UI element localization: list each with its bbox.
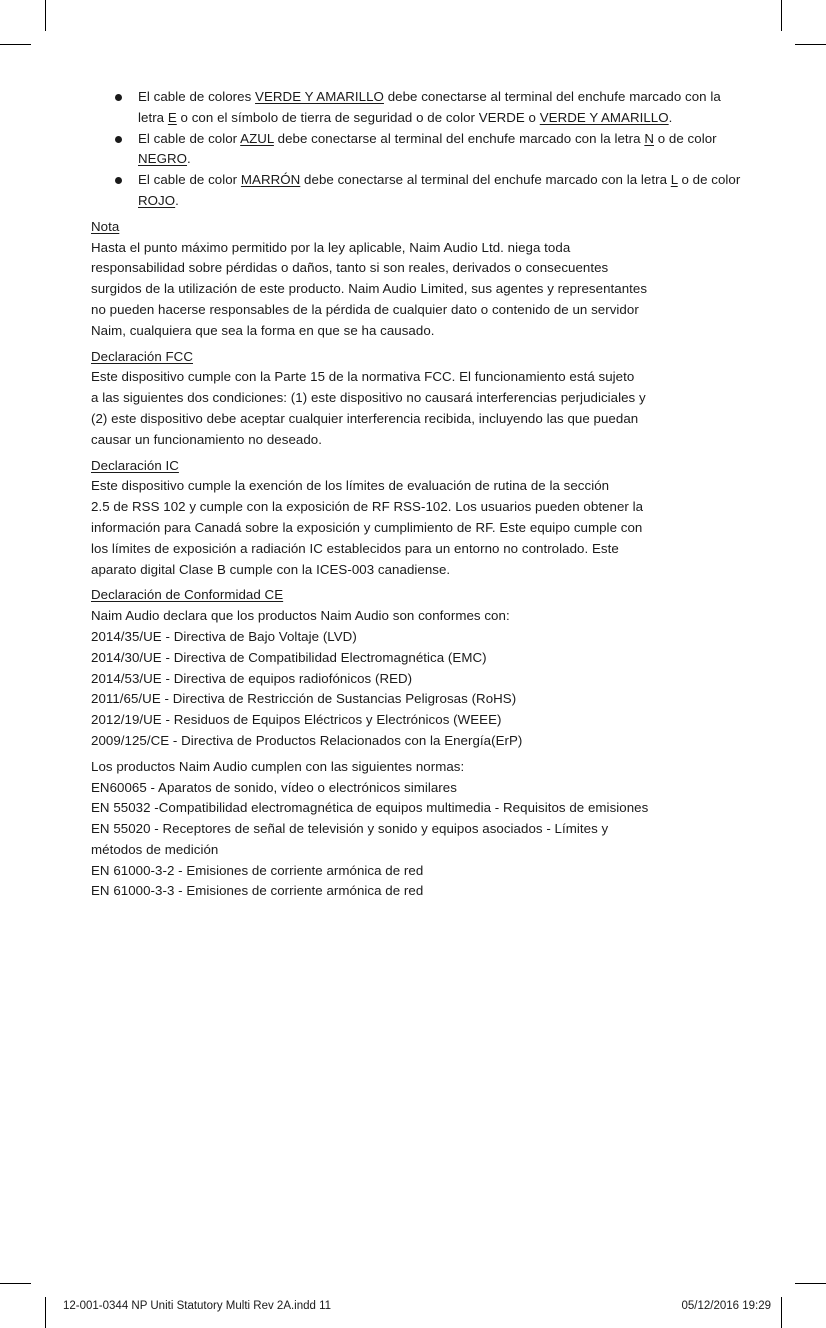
- text-run: o de color: [677, 172, 741, 188]
- crop-mark: [781, 1297, 782, 1328]
- footer-file-slug: 12-001-0344 NP Uniti Statutory Multi Rev 2A.indd 11: [63, 1300, 332, 1312]
- text-line: surgidos de la utilización de este producto. Naim Audio Limited, sus agentes y representantes: [91, 281, 648, 297]
- text-line: causar un funcionamiento no deseado.: [91, 431, 322, 447]
- text-line: Naim Audio declara que los productos Naim Audio son conformes con:: [91, 608, 510, 624]
- text-line: EN 55020 - Receptores de señal de televisión y sonido y equipos asociados - Límites y: [91, 821, 609, 837]
- footer-date: 05/12/2016 19:29: [681, 1300, 771, 1312]
- list-item: [91, 129, 741, 171]
- crop-mark: [795, 1283, 826, 1284]
- bullet-text: [138, 131, 717, 167]
- text-line: los límites de exposición a radiación IC establecidos para un entorno no controlado. Este: [91, 540, 619, 556]
- underlined-term: NEGRO: [138, 151, 188, 167]
- text-run: El cable de colores: [138, 89, 256, 104]
- text-line: Los productos Naim Audio cumplen con las siguientes normas:: [91, 758, 465, 774]
- text-line: EN60065 - Aparatos de sonido, vídeo o electrónicos similares: [91, 779, 457, 795]
- section-heading: Declaración de Conformidad CE: [91, 587, 284, 603]
- crop-mark: [0, 1283, 31, 1284]
- text-line: Este dispositivo cumple la exención de los límites de evaluación de rutina de la sección: [91, 478, 610, 494]
- standards-section: [91, 757, 741, 903]
- underlined-term: VERDE Y AMARILLO: [539, 109, 669, 125]
- section-heading: Declaración FCC: [91, 348, 193, 364]
- text-line: información para Canadá sobre la exposición y cumplimiento de RF. Este equipo cumple con: [91, 519, 643, 535]
- crop-mark: [781, 0, 782, 31]
- underlined-term: ROJO: [138, 192, 176, 208]
- text-run: debe conectarse al terminal del enchufe marcado con la letra: [273, 130, 645, 146]
- text-line: 2.5 de RSS 102 y cumple con la exposición de RF RSS-102. Los usuarios pueden obtener la: [91, 499, 644, 515]
- ic-section: [91, 456, 741, 581]
- nota-section: [91, 217, 741, 342]
- text-run: .: [668, 109, 673, 125]
- crop-mark: [45, 0, 46, 31]
- text-line: a las siguientes dos condiciones: (1) este dispositivo no causará interferencias perjudiciales y: [91, 390, 646, 406]
- text-line: 2012/19/UE - Residuos de Equipos Eléctricos y Electrónicos (WEEE): [91, 712, 502, 728]
- bullet-icon: [115, 136, 122, 143]
- section-heading: Declaración IC: [91, 457, 179, 473]
- text-line: EN 61000-3-3 - Emisiones de corriente armónica de red: [91, 883, 424, 899]
- text-line: EN 61000-3-2 - Emisiones de corriente armónica de red: [91, 862, 424, 878]
- text-run: o de color: [653, 130, 717, 146]
- text-line: responsabilidad sobre pérdidas o daños, tanto si son reales, derivados o consecuentes: [91, 260, 609, 276]
- text-line: 2009/125/CE - Directiva de Productos Relacionados con la Energía(ErP): [91, 732, 523, 748]
- text-run: o con el símbolo de tierra de seguridad o de color VERDE o: [176, 109, 540, 125]
- underlined-term: VERDE Y AMARILLO: [255, 89, 384, 104]
- text-run: debe conectarse al terminal del enchufe marcado con la letra: [300, 172, 671, 188]
- page-content: [91, 87, 741, 902]
- underlined-term: N: [644, 130, 654, 146]
- ce-section: [91, 585, 741, 751]
- underlined-term: AZUL: [240, 130, 274, 146]
- text-line: Naim, cualquiera que sea la forma en que se ha causado.: [91, 322, 435, 338]
- bullet-icon: [115, 177, 122, 184]
- bullet-icon: [115, 94, 122, 101]
- text-line: 2014/53/UE - Directiva de equipos radiofónicos (RED): [91, 670, 413, 686]
- text-run: .: [187, 151, 191, 167]
- underlined-term: MARRÓN: [240, 172, 301, 188]
- text-line: 2014/35/UE - Directiva de Bajo Voltaje (LVD): [91, 628, 357, 644]
- text-run: El cable de color: [138, 130, 241, 146]
- list-item: [91, 170, 741, 212]
- crop-mark: [0, 44, 31, 45]
- text-run: debe conectarse al terminal del enchufe marcado con la letra: [138, 89, 721, 125]
- wiring-instructions: [91, 87, 741, 212]
- fcc-section: [91, 347, 741, 451]
- underlined-term: L: [670, 172, 678, 188]
- text-line: EN 55032 -Compatibilidad electromagnética de equipos multimedia - Requisitos de emisiones: [91, 800, 649, 816]
- text-line: aparato digital Clase B cumple con la ICES-003 canadiense.: [91, 561, 451, 577]
- list-item: [91, 87, 741, 129]
- text-run: El cable de color: [138, 172, 241, 188]
- text-line: (2) este dispositivo debe aceptar cualquier interferencia recibida, incluyendo las que puedan: [91, 410, 639, 426]
- bullet-text: [138, 172, 740, 208]
- text-run: .: [175, 192, 179, 208]
- text-line: 2014/30/UE - Directiva de Compatibilidad Electromagnética (EMC): [91, 649, 487, 665]
- section-heading: Nota: [91, 218, 120, 234]
- crop-mark: [45, 1297, 46, 1328]
- text-line: métodos de medición: [91, 841, 219, 857]
- underlined-term: E: [167, 109, 177, 125]
- text-line: 2011/65/UE - Directiva de Restricción de Sustancias Peligrosas (RoHS): [91, 691, 517, 707]
- text-line: Este dispositivo cumple con la Parte 15 de la normativa FCC. El funcionamiento está sujeto: [91, 369, 635, 385]
- text-line: no pueden hacerse responsables de la pérdida de cualquier dato o contenido de un servidor: [91, 301, 639, 317]
- bullet-text: [138, 89, 721, 125]
- crop-mark: [795, 44, 826, 45]
- text-line: Hasta el punto máximo permitido por la ley aplicable, Naim Audio Ltd. niega toda: [91, 239, 571, 255]
